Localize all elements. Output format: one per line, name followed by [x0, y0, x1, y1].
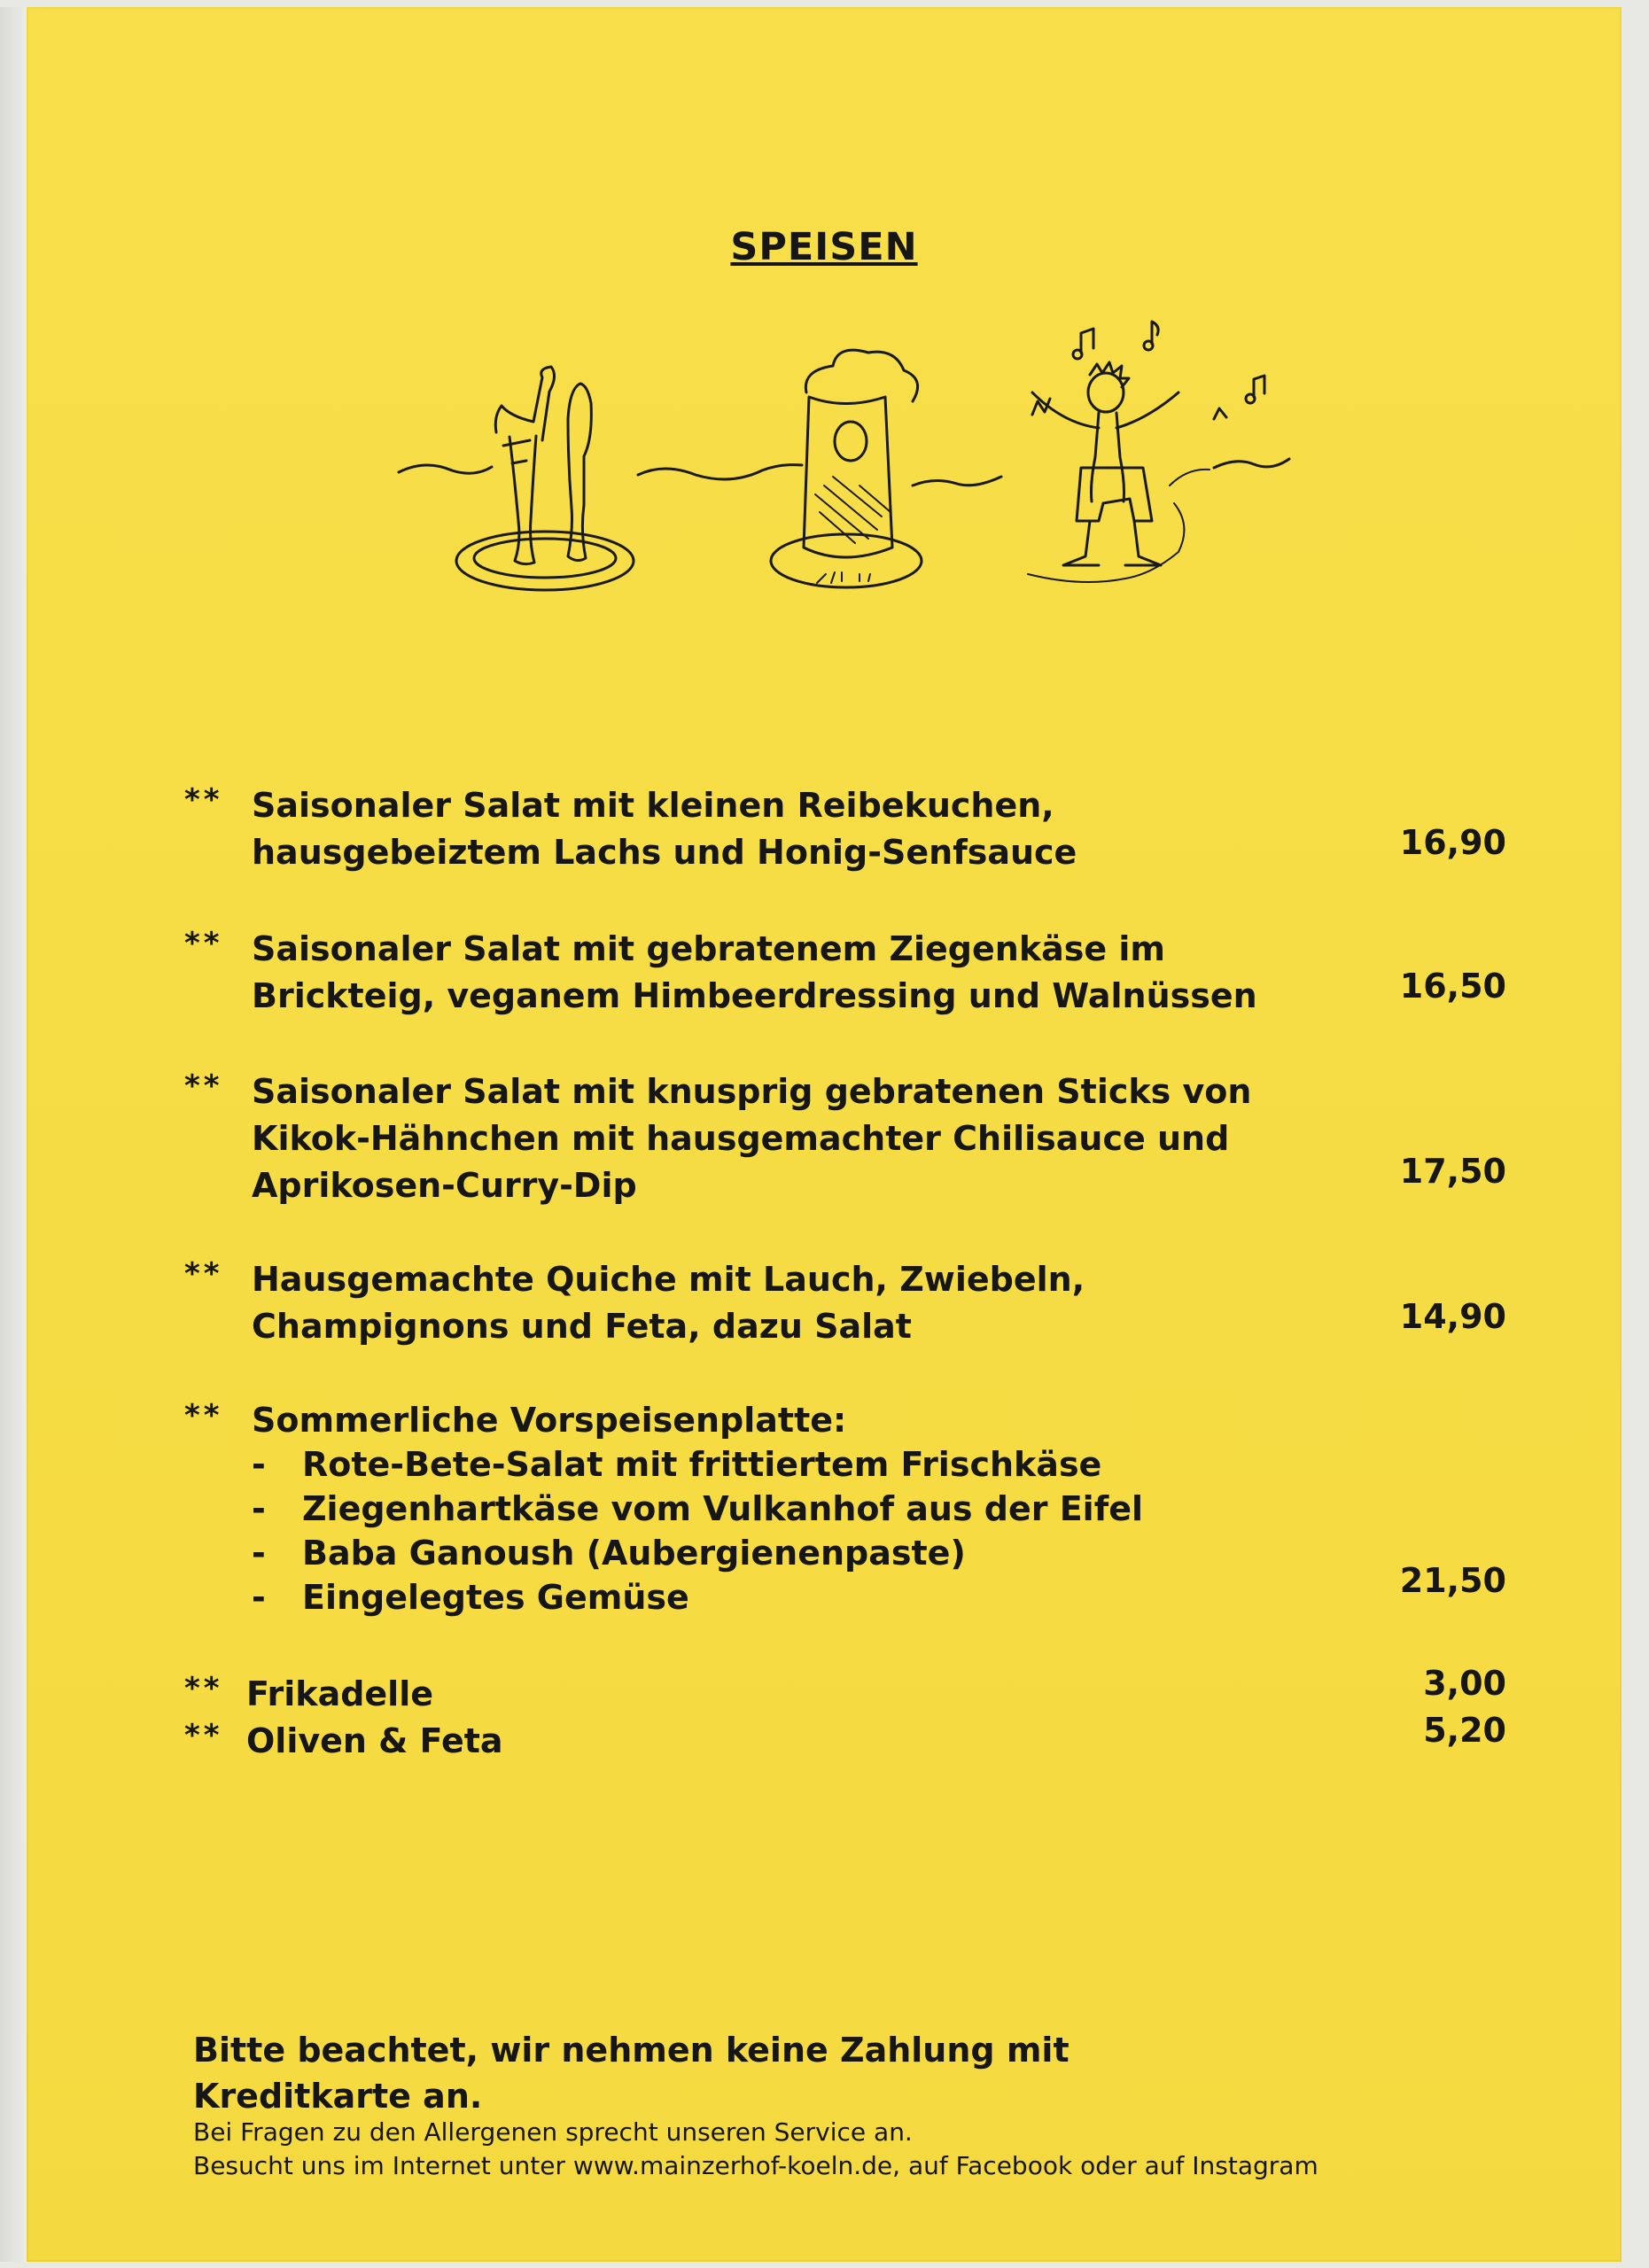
item-stars: ** [184, 782, 223, 818]
item-description [252, 1256, 1085, 1350]
item-stars: ** [184, 1671, 223, 1706]
item-line: Saisonaler Salat mit kleinen Reibekuchen, [252, 786, 1054, 825]
allergen-note: Bei Fragen zu den Allergenen sprecht unseren Service an. [193, 2117, 913, 2147]
item-description [246, 1718, 503, 1765]
sub-item: - Eingelegtes Gemüse [252, 1578, 689, 1617]
item-price: 14,90 [1399, 1297, 1506, 1336]
item-price: 17,50 [1399, 1152, 1506, 1191]
item-stars: ** [184, 1068, 223, 1104]
sub-item: - Baba Ganoush (Aubergienenpaste) [252, 1534, 966, 1573]
item-line: Saisonaler Salat mit knusprig gebratenen Sticks von [252, 1072, 1252, 1111]
sub-item: - Rote-Bete-Salat mit frittiertem Frischkäse [252, 1445, 1102, 1484]
item-price: 21,50 [1399, 1561, 1506, 1600]
item-stars: ** [184, 1718, 223, 1753]
item-heading: Sommerliche Vorspeisenplatte: [252, 1401, 847, 1440]
item-description [252, 782, 1077, 876]
item-description [252, 1398, 1143, 1619]
item-line: hausgebeiztem Lachs und Honig-Senfsauce [252, 833, 1077, 872]
item-stars: ** [184, 926, 223, 961]
item-line: Oliven & Feta [246, 1721, 503, 1760]
menu-page [27, 7, 1622, 2262]
item-line: Brickteig, veganem Himbeerdressing und Walnüssen [252, 976, 1257, 1015]
item-line: Aprikosen-Curry-Dip [252, 1166, 637, 1205]
item-price: 3,00 [1423, 1664, 1506, 1703]
notice-line: Kreditkarte an. [193, 2077, 483, 2116]
item-price: 5,20 [1423, 1711, 1506, 1750]
item-line: Frikadelle [246, 1674, 434, 1713]
item-description [252, 1068, 1251, 1209]
item-line: Champignons und Feta, dazu Salat [252, 1307, 912, 1346]
item-price: 16,50 [1399, 967, 1506, 1006]
item-price: 16,90 [1399, 823, 1506, 862]
item-line: Saisonaler Salat mit gebratenem Ziegenkäse im [252, 929, 1165, 968]
item-description [246, 1671, 433, 1718]
item-line: Hausgemachte Quiche mit Lauch, Zwiebeln, [252, 1260, 1085, 1299]
page-title: SPEISEN [730, 225, 918, 269]
payment-notice [193, 2027, 1070, 2119]
item-stars: ** [184, 1398, 223, 1433]
item-stars: ** [184, 1256, 223, 1292]
notice-line: Bitte beachtet, wir nehmen keine Zahlung mit [193, 2031, 1070, 2070]
website-note: Besucht uns im Internet unter www.mainzerhof-koeln.de, auf Facebook oder auf Instagram [193, 2151, 1318, 2180]
item-line: Kikok-Hähnchen mit hausgemachter Chilisauce und [252, 1119, 1230, 1158]
sub-item: - Ziegenhartkäse vom Vulkanhof aus der Eifel [252, 1489, 1144, 1528]
menu-illustration [390, 308, 1311, 610]
plate-cutlery-icon [456, 367, 634, 590]
beer-glass-icon [771, 350, 922, 587]
item-description [252, 926, 1257, 1020]
dancing-person-icon [1028, 322, 1264, 582]
